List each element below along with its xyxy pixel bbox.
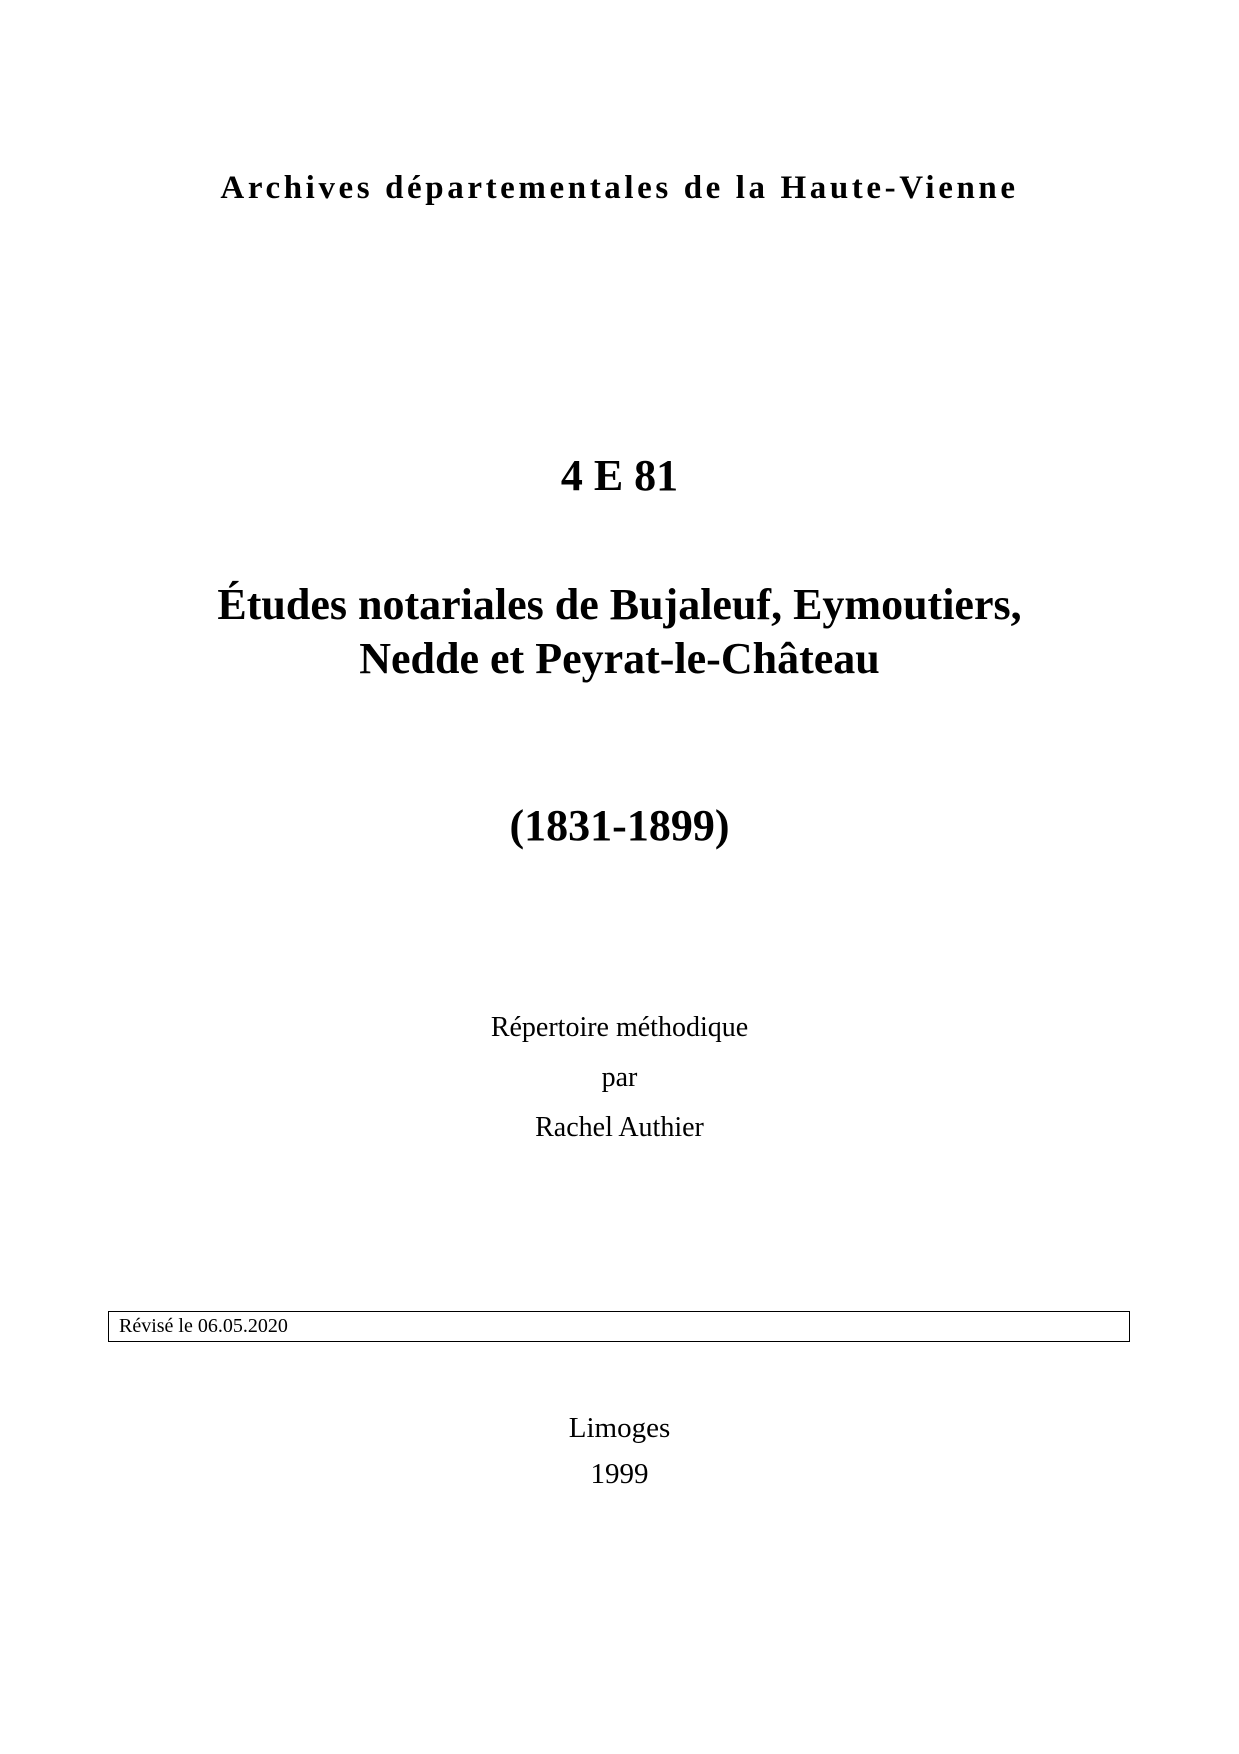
imprint-block [0,1405,1239,1497]
imprint-place: Limoges [568,1412,671,1444]
imprint-year: 1999 [590,1458,649,1490]
institution-heading: Archives départementales de la Haute-Vienne [220,170,1019,206]
document-type: Répertoire méthodique [490,1012,749,1043]
title-line-2: Nedde et Peyrat-le-Château [359,634,880,683]
revision-date: Révisé le 06.05.2020 [119,1315,288,1337]
title-line-1: Études notariales de Bujaleuf, Eymoutiers, [217,580,1022,629]
author-name: Rachel Authier [535,1112,704,1143]
revision-box [108,1311,1130,1342]
credits-block [0,1003,1239,1153]
by-label: par [601,1062,638,1093]
document-title [0,578,1239,686]
date-range: (1831-1899) [509,801,730,850]
archive-reference: 4 E 81 [560,451,679,500]
